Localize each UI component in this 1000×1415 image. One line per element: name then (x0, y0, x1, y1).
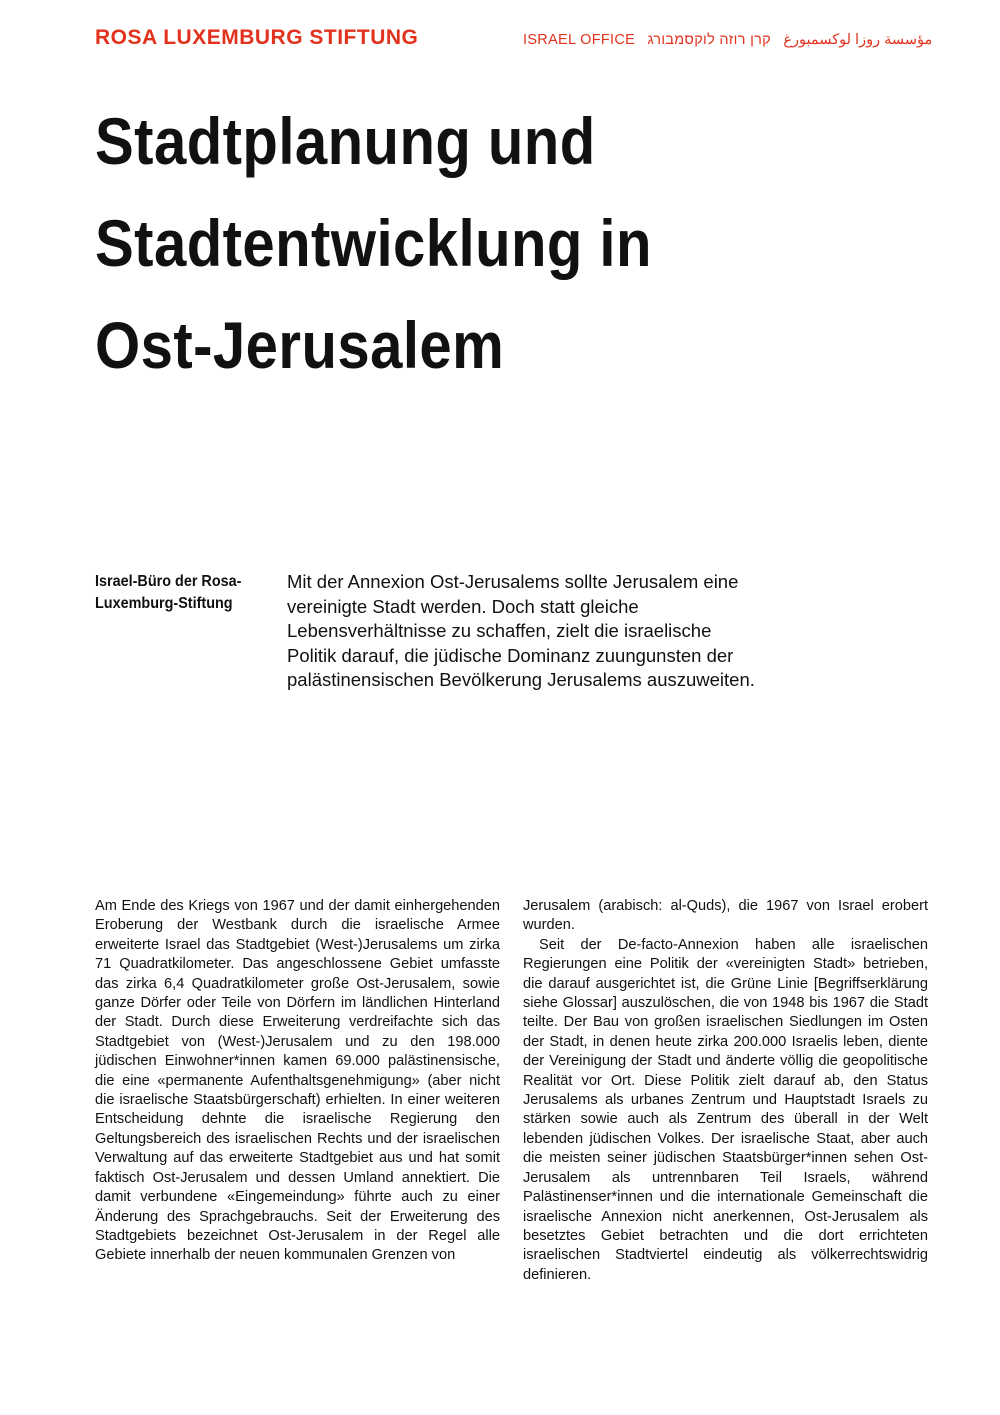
author-credit: Israel-Büro der Rosa-Luxemburg-Stiftung (95, 573, 242, 612)
office-label-english: ISRAEL OFFICE (523, 32, 636, 48)
body-paragraph: Am Ende des Kriegs von 1967 und der damit einhergehenden Eroberung der Westbank durch die israelische Armee erweiterte Israel das Stadtgebiet (West-)Jerusalems um zirka 71 Quadratkilometer. Das angeschlossene Gebiet umfasste das zirka 6,4 Quadratkilometer große Ost-Jerusalem, sowie ganze Dörfer oder Teile von Dörfern im ländlichen Hinterland der Stadt. Durch diese Erweiterung verdreifachte sich das Stadtgebiet von (West-)Jerusalem und zu den 198.000 jüdischen Einwohner*innen kamen 69.000 palästinensische, die eine «permanente Aufenthaltsgenehmigung» (aber nicht die israelische Staatsbürgerschaft) erhielten. In einer weiteren Entscheidung dehnte die israelische Regierung den Geltungsbereich des israelischen Rechts und der israelischen Verwaltung auf das erweiterte Stadtgebiet aus und hat somit faktisch Ost-Jerusalem und dessen Umland annektiert. Die damit verbundene «Eingemeindung» führte auch zu einer Änderung des Sprachgebrauchs. Seit der Erweiterung des Stadtgebiets bezeichnet Ost-Jerusalem in der Regel alle Gebiete innerhalb der neuen kommunalen Grenzen von (95, 898, 500, 1264)
lead-paragraph: Mit der Annexion Ost-Jerusalems sollte Jerusalem eine vereinigte Stadt werden. Doch statt gleiche Lebensverhältnisse zu schaffen, zielt die israelische Politik darauf, die jüdische Dominanz zuungunsten der palästinensischen Bevölkerung Jerusalems auszuweiten. (287, 571, 755, 690)
brand-logo-text: ROSA LUXEMBURG STIFTUNG (95, 26, 419, 49)
body-paragraph-continued: Jerusalem (arabisch: al-Quds), die 1967 von Israel erobert wurden. (523, 898, 928, 934)
office-label-arabic: مؤسسة روزا لوكسمبورغ (783, 32, 933, 48)
office-label (523, 31, 940, 49)
office-label-hebrew: קרן רוזה לוקסמבורג (647, 32, 772, 48)
document-title: Stadtplanung und Stadtentwicklung in Ost-Jerusalem (95, 104, 652, 382)
body-columns (95, 897, 935, 1297)
body-column-right (523, 897, 928, 1285)
body-column-left (95, 897, 500, 1266)
body-paragraph: Seit der De-facto-Annexion haben alle israelischen Regierungen eine Politik der «vereinigten Stadt» betrieben, die darauf ausgerichtet ist, die Grüne Linie [Begriffserklärung siehe Glossar] auszulöschen, die von 1948 bis 1967 die Stadt teilte. Der Bau von großen israelischen Siedlungen im Osten der Stadt, in denen heute zirka 200.000 Israelis leben, diente der Vereinigung der Stadt und änderte völlig die geopolitische Realität vor Ort. Diese Politik zielt darauf ab, den Status Jerusalems als urbanes Zentrum und Hauptstadt Israels zu stärken sowie auch als Zentrum des überall in der Welt lebenden jüdischen Volkes. Der israelische Staat, aber auch die meisten seiner jüdischen Staatsbürger*innen sehen Ost-Jerusalem als untrennbaren Teil Israels, während Palästinenser*innen und die internationale Gemeinschaft die israelische Annexion nicht anerkennen, Ost-Jerusalem als besetztes Gebiet betrachten und die dort errichteten israelischen Stadtviertel eindeutig als völkerrechtswidrig definieren. (523, 936, 928, 1283)
page-header (95, 26, 933, 52)
